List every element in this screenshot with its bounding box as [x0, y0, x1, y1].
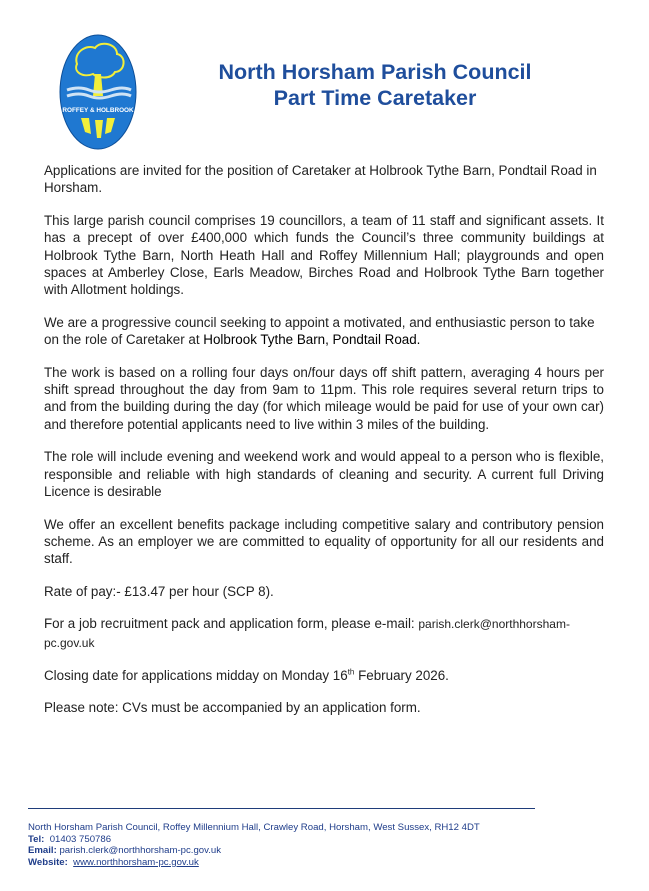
footer-website [28, 857, 480, 869]
tel-number: 01403 750786 [49, 833, 112, 845]
benefits-paragraph: We offer an excellent benefits package including competitive salary and contributory pension scheme. As an employer we are committed to equality of opportunity for all our residents and staff. [44, 516, 604, 567]
page-title [160, 59, 590, 111]
website-link[interactable]: www.northhorsham-pc.gov.uk [73, 856, 199, 868]
requirements-paragraph: The role will include evening and weekend work and would appeal to a person who is flexible, responsible and reliable with high standards of cleaning and security. A current full Driving Licence is desirable [44, 449, 604, 500]
location-text: Holbrook Tythe Barn, Pondtail Road. [203, 332, 421, 348]
cv-note: Please note: CVs must be accompanied by an application form. [44, 700, 421, 716]
footer-tel [28, 834, 480, 846]
job-description [44, 162, 604, 732]
contact-email-link[interactable]: parish.clerk@northhorsham-pc.gov.uk [44, 617, 570, 650]
logo-text: ROFFEY & HOLBROOK [62, 107, 134, 114]
ordinal-suffix: th [347, 667, 355, 677]
website-label: Website: [28, 856, 68, 868]
pay-rate: Rate of pay:- £13.47 per hour (SCP 8). [44, 583, 274, 599]
roffey-holbrook-crest-icon [59, 34, 137, 150]
council-name: North Horsham Parish Council [218, 60, 532, 84]
contact-paragraph [44, 615, 604, 652]
closing-date-text: Closing date for applications midday on Monday 16 [44, 667, 348, 683]
role-paragraph [44, 314, 604, 349]
email-label: Email: [28, 845, 57, 857]
council-paragraph: This large parish council comprises 19 councillors, a team of 11 staff and significant assets. It has a precept of over £400,000 which funds the Council’s three community buildings at Holbrook Tythe Barn, North Heath Hall and Roffey Millennium Hall; playgrounds and open spaces at Amberley Close, Earls Meadow, Birches Road and Holbrook Tythe Barn together with Allotment holdings. [44, 212, 604, 298]
job-title: Part Time Caretaker [273, 86, 477, 110]
footer-divider [28, 808, 535, 809]
footer-address: North Horsham Parish Council, Roffey Millennium Hall, Crawley Road, Horsham, West Sussex, RH12 4DT [28, 822, 480, 833]
footer [28, 822, 480, 868]
role-text: We are a progressive council seeking to appoint a motivated, and enthusiastic person to take on the role of Caretaker at [44, 314, 595, 348]
council-logo [59, 34, 137, 150]
closing-date-month: February 2026. [354, 667, 449, 683]
closing-date [44, 667, 604, 684]
contact-text: For a job recruitment pack and application form, please e-mail: [44, 616, 419, 632]
tel-label: Tel: [28, 833, 45, 845]
work-pattern-paragraph: The work is based on a rolling four days on/four days off shift pattern, averaging 4 hours per shift spread throughout the day from 9am to 11pm. This role requires several return trips to and from the building during the day (for which mileage would be paid for use of your own car) and therefore potential applicants need to live within 3 miles of the building. [44, 364, 604, 432]
intro-paragraph: Applications are invited for the position of Caretaker at Holbrook Tythe Barn, Pondtail Road in Horsham. [44, 163, 597, 196]
footer-email-link[interactable]: parish.clerk@northhorsham-pc.gov.uk [59, 845, 221, 857]
footer-email [28, 845, 480, 857]
